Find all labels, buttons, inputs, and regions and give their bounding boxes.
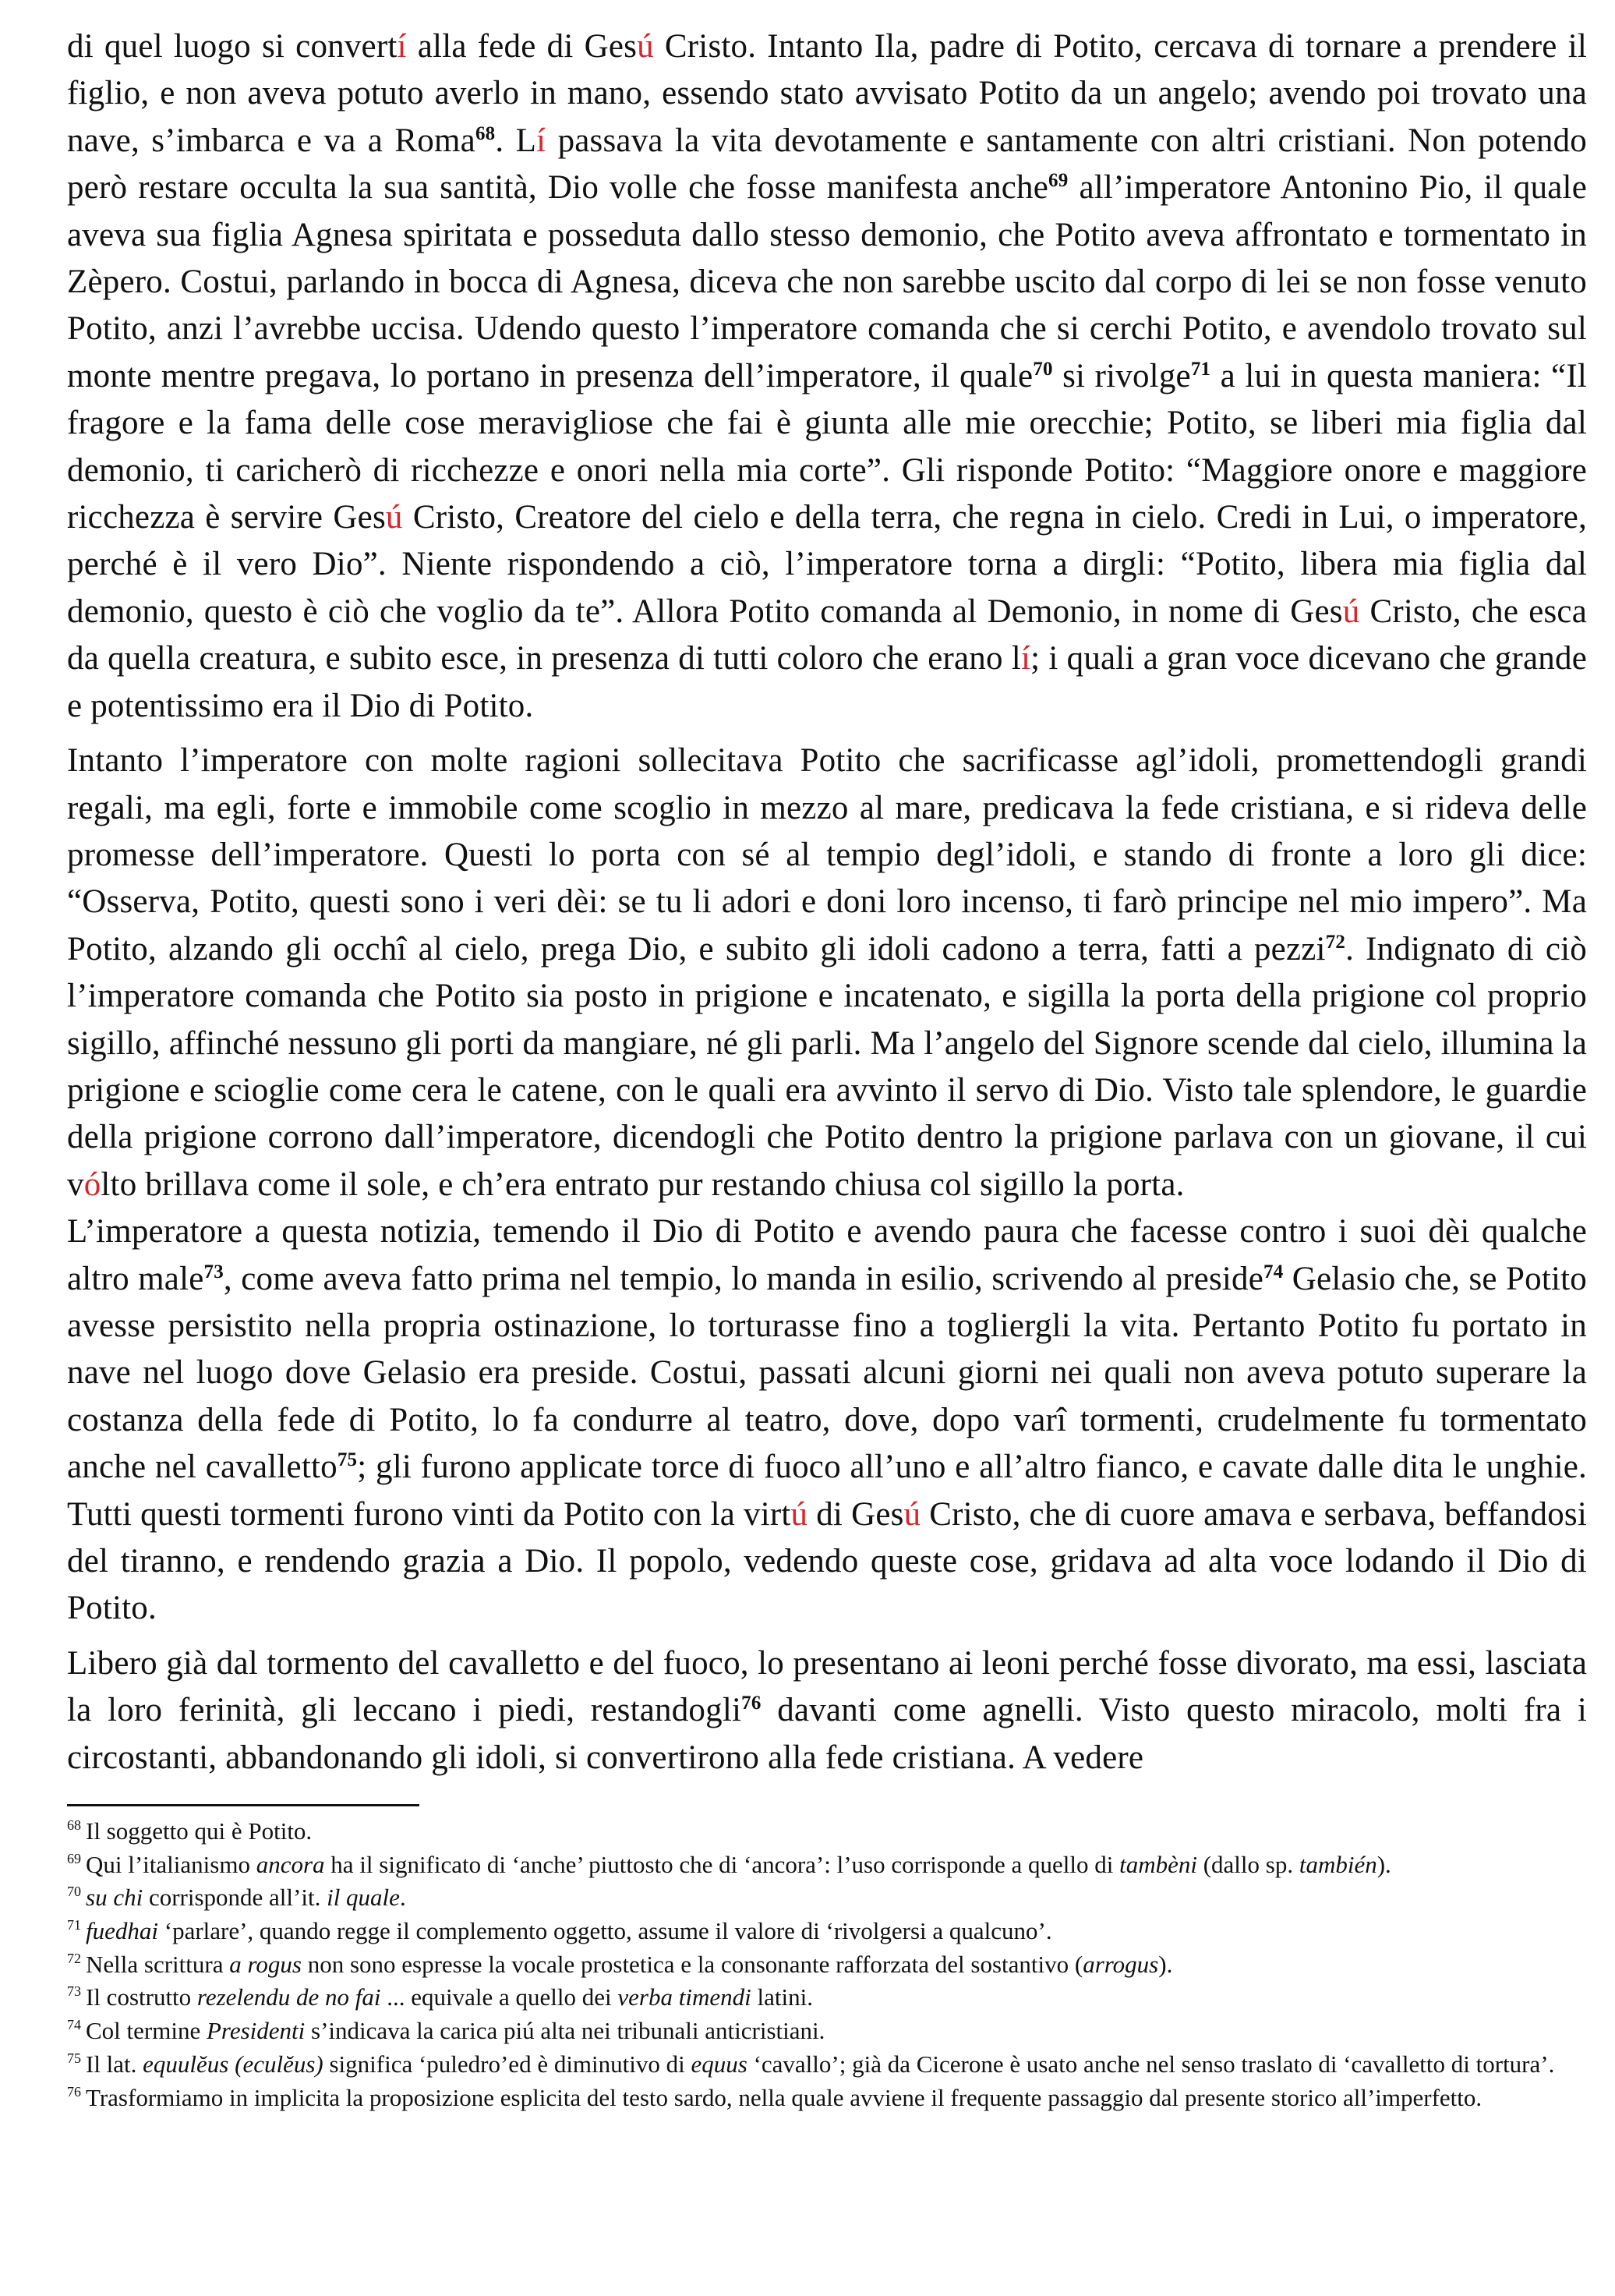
footnote-ref: 73	[203, 1261, 224, 1282]
footnote-ref: 69	[1048, 170, 1069, 192]
footnote-text: .	[399, 1884, 406, 1912]
text-run: all’imperatore Antonino Pio, il quale aveva sua figlia Agnesa spiritata e posseduta dallo stesso demonio, che Potito aveva affrontato e tormentato in Zèpero. Costui, parlando in bocca di Agnesa, diceva che non sarebbe uscito dal corpo di lei se non fosse venuto Potito, anzi l’avrebbe uccisa. Udendo questo l’imperatore comanda che si cerchi Potito, e avendolo trovato sul monte mentre pregava, lo portano in presenza dell’imperatore, il quale	[67, 169, 1587, 394]
text-run: davanti come agnelli. Visto questo miracolo, molti fra i circostanti, abbandonando gli idoli, si convertirono alla fede cristiana. A vedere	[67, 1692, 1587, 1776]
accent-letter: í	[1020, 640, 1031, 677]
footnote-italic: verba timendi	[617, 1983, 751, 2011]
accent-letter: ú	[903, 1495, 921, 1533]
footnote-italic: también	[1299, 1850, 1377, 1878]
footnote-number: 75	[67, 2050, 81, 2066]
footnote-text: ‘cavallo’; già da Cicerone è usato anche nel senso traslato di ‘cavalletto di tortura’.	[747, 2050, 1555, 2078]
footnote-text: latini.	[751, 1983, 813, 2011]
paragraph-2	[67, 738, 1587, 1208]
text-run: ; gli furono applicate torce di fuoco all’uno e all’altro fianco, e cavate dalle dita le unghie. Tutti questi tormenti furono vinti da Potito con la virtú di Gesú Cristo, che di cuore amava e serbava, beffandosi del tiranno, e rendendo grazia a Dio. Il popolo, vedendo queste cose, gridava ad alta voce lodando il Dio di Potito.	[67, 1449, 1587, 1627]
footnote-74	[67, 2016, 1587, 2047]
footnote-ref: 74	[1263, 1261, 1284, 1282]
footnote-separator	[67, 1804, 419, 1806]
text-run: , come aveva fatto prima nel tempio, lo manda in esilio, scrivendo al preside	[223, 1260, 1264, 1297]
footnote-68	[67, 1817, 1587, 1847]
footnote-text: Nella scrittura	[86, 1950, 230, 1978]
footnote-73	[67, 1983, 1587, 2013]
paragraph-4	[67, 1640, 1587, 1781]
footnote-italic: Presidenti	[206, 2017, 306, 2045]
accent-letter: ú	[385, 499, 403, 536]
accent-letter: í	[536, 122, 546, 159]
footnote-ref: 71	[1190, 358, 1211, 380]
paragraph-1	[67, 23, 1587, 730]
footnote-italic: tambèni	[1119, 1850, 1197, 1878]
text-run: L’imperatore a questa notizia, temendo il Dio di Potito e avendo paura che facesse contro i suoi dèi qualche altro male	[67, 1213, 1587, 1297]
text-run: Gelasio che, se Potito avesse persistito nella propria ostinazione, lo torturasse fino a togliergli la vita. Pertanto Potito fu portato in nave nel luogo dove Gelasio era preside. Costui, passati alcuni giorni nei quali non aveva potuto superare la costanza della fede di Potito, lo fa condurre al teatro, dove, dopo varî tormenti, crudelmente fu tormentato anche nel cavalletto	[67, 1260, 1587, 1486]
text-run: di quel luogo si convertí alla fede di Gesú Cristo. Intanto Ila, padre di Potito, cercava di tornare a prendere il figlio, e non aveva potuto averlo in mano, essendo stato avvisato Potito da un angelo; avendo poi trovato una nave, s’imbarca e va a Roma	[67, 28, 1587, 159]
footnote-72	[67, 1950, 1587, 1980]
footnote-76	[67, 2083, 1587, 2114]
footnote-italic: a rogus	[229, 1950, 302, 1978]
footnote-italic: equulĕus (eculĕus)	[143, 2050, 323, 2078]
footnote-text: Col termine	[86, 2017, 207, 2045]
footnote-italic: il quale	[327, 1884, 400, 1912]
footnote-ref: 76	[741, 1693, 762, 1714]
footnote-text: Il costrutto	[86, 1983, 197, 2011]
main-text	[67, 23, 1587, 1781]
footnote-number: 68	[67, 1817, 81, 1833]
footnote-italic: arrogus	[1083, 1950, 1159, 1978]
footnote-text: ).	[1376, 1850, 1391, 1878]
footnote-69	[67, 1850, 1587, 1880]
footnote-ref: 75	[337, 1449, 358, 1471]
text-run: Libero già dal tormento del cavalletto e del fuoco, lo presentano ai leoni perché fosse divorato, ma essi, lasciata la loro ferinità, gli leccano i piedi, restandogli	[67, 1644, 1587, 1729]
footnote-text: corrisponde all’it.	[143, 1884, 327, 1912]
footnote-number: 70	[67, 1884, 81, 1900]
footnotes	[67, 1817, 1587, 2116]
footnote-text: (dallo sp.	[1196, 1850, 1299, 1878]
accent-letter: ú	[637, 28, 654, 65]
footnote-text: s’indicava la carica piú alta nei tribunali anticristiani.	[305, 2017, 825, 2045]
accent-letter: í	[397, 28, 407, 65]
footnote-number: 72	[67, 1950, 81, 1966]
footnote-text: Trasformiamo in implicita la proposizione esplicita del testo sardo, nella quale avviene il frequente passaggio dal presente storico all’imperfetto.	[86, 2083, 1482, 2111]
accent-letter: ú	[790, 1495, 808, 1533]
footnote-70	[67, 1883, 1587, 1913]
footnote-text: Il soggetto qui è Potito.	[86, 1817, 313, 1845]
footnote-ref: 72	[1325, 931, 1346, 953]
footnote-italic: fuedhai	[86, 1917, 158, 1945]
text-run: . Lí passava la vita devotamente e santamente con altri cristiani. Non potendo però restare occulta la sua santità, Dio volle che fosse manifesta anche	[67, 122, 1588, 207]
footnote-italic: rezelendu de no fai	[196, 1983, 381, 2011]
text-run: Intanto l’imperatore con molte ragioni sollecitava Potito che sacrificasse agl’idoli, promettendogli grandi regali, ma egli, forte e immobile come scoglio in mezzo al mare, predicava la fede cristiana, e si rideva delle promesse dell’imperatore. Questi lo porta con sé al tempio degl’idoli, e stando di fronte a loro gli dice: “Osserva, Potito, questi sono i veri dèi: se tu li adori e doni loro incenso, ti farò principe nel mio impero”. Ma Potito, alzando gli occhî al cielo, prega Dio, e subito gli idoli cadono a terra, fatti a pezzi	[67, 742, 1587, 968]
footnote-ref: 70	[1033, 358, 1053, 380]
text-run: a lui in questa maniera: “Il fragore e la fama delle cose meravigliose che fai è giunta alle mie orecchie; Potito, se liberi mia figlia dal demonio, ti caricherò di ricchezze e onori nella mia corte”. Gli risponde Potito: “Maggiore onore e maggiore ricchezza è servire Gesú Cristo, Creatore del cielo e della terra, che regna in cielo. Credi in Lui, o imperatore, perché è il vero Dio”. Niente rispondendo a ciò, l’imperatore torna a dirgli: “Potito, libera mia figlia dal demonio, questo è ciò che voglio da te”. Allora Potito comanda al Demonio, in nome di Gesú Cristo, che esca da quella creatura, e subito esce, in presenza di tutti coloro che erano lí; i quali a gran voce dicevano che grande e potentissimo era il Dio di Potito.	[67, 357, 1587, 724]
footnote-ref: 68	[475, 122, 496, 144]
accent-letter: ó	[83, 1166, 101, 1203]
footnote-text: non sono espresse la vocale prostetica e la consonante rafforzata del sostantivo (	[301, 1950, 1083, 1978]
footnote-italic: equus	[691, 2050, 747, 2078]
page	[67, 23, 1587, 1781]
footnote-text: Qui l’italianismo	[86, 1850, 256, 1878]
footnote-number: 76	[67, 2083, 81, 2100]
accent-letter: ú	[1342, 593, 1360, 630]
footnote-text: ).	[1158, 1950, 1173, 1978]
footnote-text: significa ‘puledro’ed è diminutivo di	[323, 2050, 691, 2078]
text-run: si rivolge	[1052, 357, 1191, 394]
text-run: . Indignato di ciò l’imperatore comanda che Potito sia posto in prigione e incatenato, e sigilla la porta della prigione col proprio sigillo, affinché nessuno gli porti da mangiare, né gli parli. Ma l’angelo del Signore scende dal cielo, illumina la prigione e scioglie come cera le catene, con le quali era avvinto il servo di Dio. Visto tale splendore, le guardie della prigione corrono dall’imperatore, dicendogli che Potito dentro la prigione parlava con un giovane, il cui vólto brillava come il sole, e ch’era entrato pur restando chiusa col sigillo la porta.	[67, 930, 1587, 1203]
footnote-75	[67, 2050, 1587, 2080]
footnote-italic: ancora	[256, 1850, 325, 1878]
footnote-text: ... equivale a quello dei	[380, 1983, 618, 2011]
footnote-71	[67, 1916, 1587, 1947]
footnote-number: 69	[67, 1850, 81, 1866]
footnote-number: 73	[67, 1983, 81, 2000]
footnote-number: 71	[67, 1917, 81, 1933]
footnote-number: 74	[67, 2017, 81, 2033]
footnote-italic: su chi	[86, 1884, 143, 1912]
footnote-text: ha il significato di ‘anche’ piuttosto che di ‘ancora’: l’uso corrisponde a quello di	[324, 1850, 1120, 1878]
footnote-text: ‘parlare’, quando regge il complemento oggetto, assume il valore di ‘rivolgersi a qualcuno’.	[158, 1917, 1052, 1945]
paragraph-3	[67, 1208, 1587, 1633]
footnote-text: Il lat.	[86, 2050, 143, 2078]
